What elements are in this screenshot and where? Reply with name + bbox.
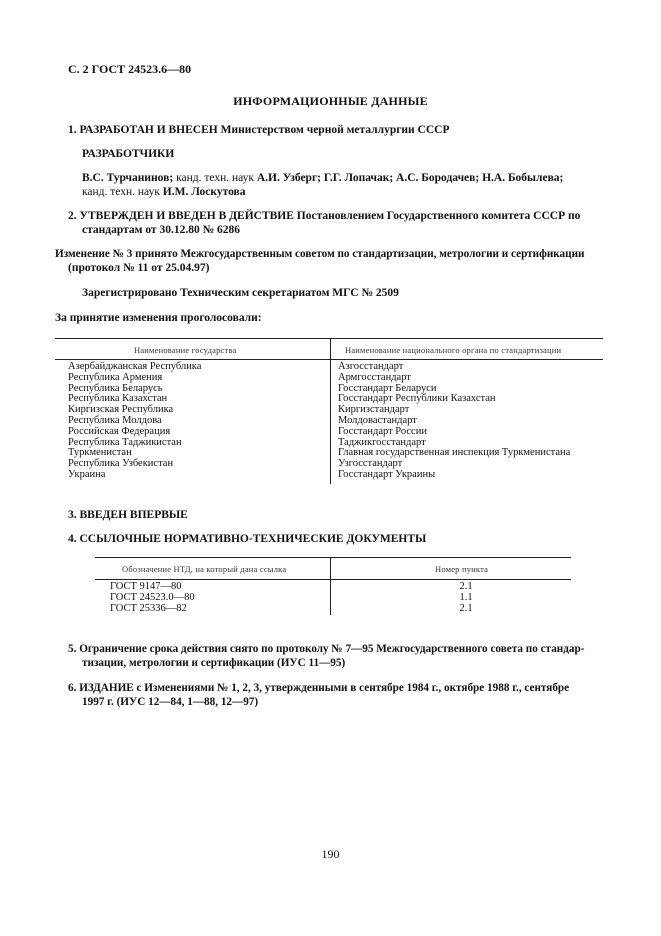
doc-column-header: Обозначение НТД, на который дана ссылка — [122, 564, 287, 574]
table-cell: Госстандарт России — [338, 425, 427, 437]
table-cell: 1.1 — [459, 591, 473, 603]
table-cell: Азербайджанская Республика — [68, 361, 202, 372]
table-cell: Азгосстандарт — [338, 361, 404, 372]
section-4: 4. ССЫЛОЧНЫЕ НОРМАТИВНО-ТЕХНИЧЕСКИЕ ДОКУМЕНТЫ — [68, 533, 427, 545]
table-cell: 2.1 — [459, 602, 473, 614]
section-1 — [68, 123, 450, 138]
registration-note: Зарегистрировано Техническим секретариатом МГС № 2509 — [82, 287, 399, 299]
section-1-text: Министерством черной металлургии СССР — [220, 124, 450, 136]
table-header-border — [55, 359, 603, 360]
developers-heading: РАЗРАБОТЧИКИ — [82, 148, 175, 160]
section-5-line-2: тизации, метрологии и сертификации (ИУС 11—95) — [82, 657, 346, 669]
section-6-line-1: 6. ИЗДАНИЕ с Изменениями № 1, 2, 3, утвержденными в сентябре 1984 г., октябре 1988 г., сентябре — [68, 682, 570, 694]
developers-line-2 — [82, 185, 246, 200]
table-cell: Таджикгосстандарт — [338, 436, 426, 448]
section-5-line-1: 5. Ограничение срока действия снято по протоколу № 7—95 Межгосударственного совета по стандар- — [68, 643, 585, 655]
section-2-line-1 — [68, 209, 580, 224]
developer-degree: канд. техн. наук — [82, 186, 160, 198]
point-column-header: Номер пункта — [435, 564, 489, 574]
developer-name: В.С. Турчанинов; — [82, 172, 174, 184]
states-column — [68, 362, 201, 481]
section-6-line-2: 1997 г. (ИУС 12—84, 1—88, 12—97) — [82, 696, 259, 708]
point-column — [331, 582, 601, 614]
table-cell: Республика Молдова — [68, 414, 162, 426]
table-cell: Узгосстандарт — [338, 458, 403, 470]
bodies-column-header: Наименование национального органа по стандартизации — [345, 345, 562, 355]
table-cell: Госстандарт Республики Казахстан — [338, 393, 496, 405]
page-header: С. 2 ГОСТ 24523.6—80 — [68, 62, 192, 76]
states-column-header: Наименование государства — [134, 345, 237, 355]
developer-names: А.И. Узберг; Г.Г. Лопачак; А.С. Бородачев; Н.А. Бобылева; — [256, 172, 564, 184]
section-3: 3. ВВЕДЕН ВПЕРВЫЕ — [68, 509, 188, 521]
developers-line-1 — [82, 171, 563, 186]
page-number: 190 — [321, 847, 340, 861]
table-cell: ГОСТ 25336—82 — [110, 602, 187, 614]
table-cell: Госстандарт Украины — [338, 468, 436, 480]
developer-degree: канд. техн. наук — [176, 172, 254, 184]
change-line-1: Изменение № 3 принято Межгосударственным советом по стандартизации, метрологии и сертификации — [55, 248, 585, 260]
table-cell: Украина — [68, 468, 106, 480]
section-2-text: Постановлением Государственного комитета СССР по — [296, 210, 581, 222]
voted-note: За принятие изменения проголосовали: — [55, 312, 262, 324]
table-cell: 2.1 — [459, 581, 473, 592]
table-cell: Госстандарт Беларуси — [338, 382, 437, 394]
table-cell: Киргизстандарт — [338, 404, 410, 416]
table-cell: Республика Казахстан — [68, 393, 168, 405]
section-2-line-2: стандартам от 30.12.80 № 6286 — [82, 224, 241, 236]
page-title: ИНФОРМАЦИОННЫЕ ДАННЫЕ — [233, 94, 428, 108]
section-2-lead: 2. УТВЕРЖДЕН И ВВЕДЕН В ДЕЙСТВИЕ — [68, 210, 294, 222]
table-cell: Республика Таджикистан — [68, 436, 182, 448]
table-cell: Армгосстандарт — [338, 371, 411, 383]
table-cell: ГОСТ 24523.0—80 — [110, 591, 195, 603]
bodies-column — [338, 362, 570, 481]
table-top-border — [55, 338, 603, 339]
change-line-2: (протокол № 11 от 25.04.97) — [68, 262, 210, 274]
table-top-border — [95, 557, 571, 558]
table-cell: ГОСТ 9147—80 — [110, 581, 182, 592]
table-cell: Киргизская Республика — [68, 404, 174, 416]
table-cell: Республика Армения — [68, 371, 163, 383]
table-cell: Республика Узбекистан — [68, 458, 174, 470]
table-header-border — [95, 579, 571, 580]
table-column-divider — [330, 338, 331, 484]
developer-name: И.М. Лоскутова — [162, 186, 246, 198]
table-cell: Республика Беларусь — [68, 382, 163, 394]
section-1-lead: 1. РАЗРАБОТАН И ВНЕСЕН — [68, 124, 218, 136]
doc-column — [110, 582, 195, 614]
table-cell: Молдовастандарт — [338, 414, 417, 426]
table-cell: Туркменистан — [68, 447, 132, 459]
table-cell: Российская Федерация — [68, 425, 171, 437]
table-cell: Главная государственная инспекция Туркменистана — [338, 447, 571, 459]
